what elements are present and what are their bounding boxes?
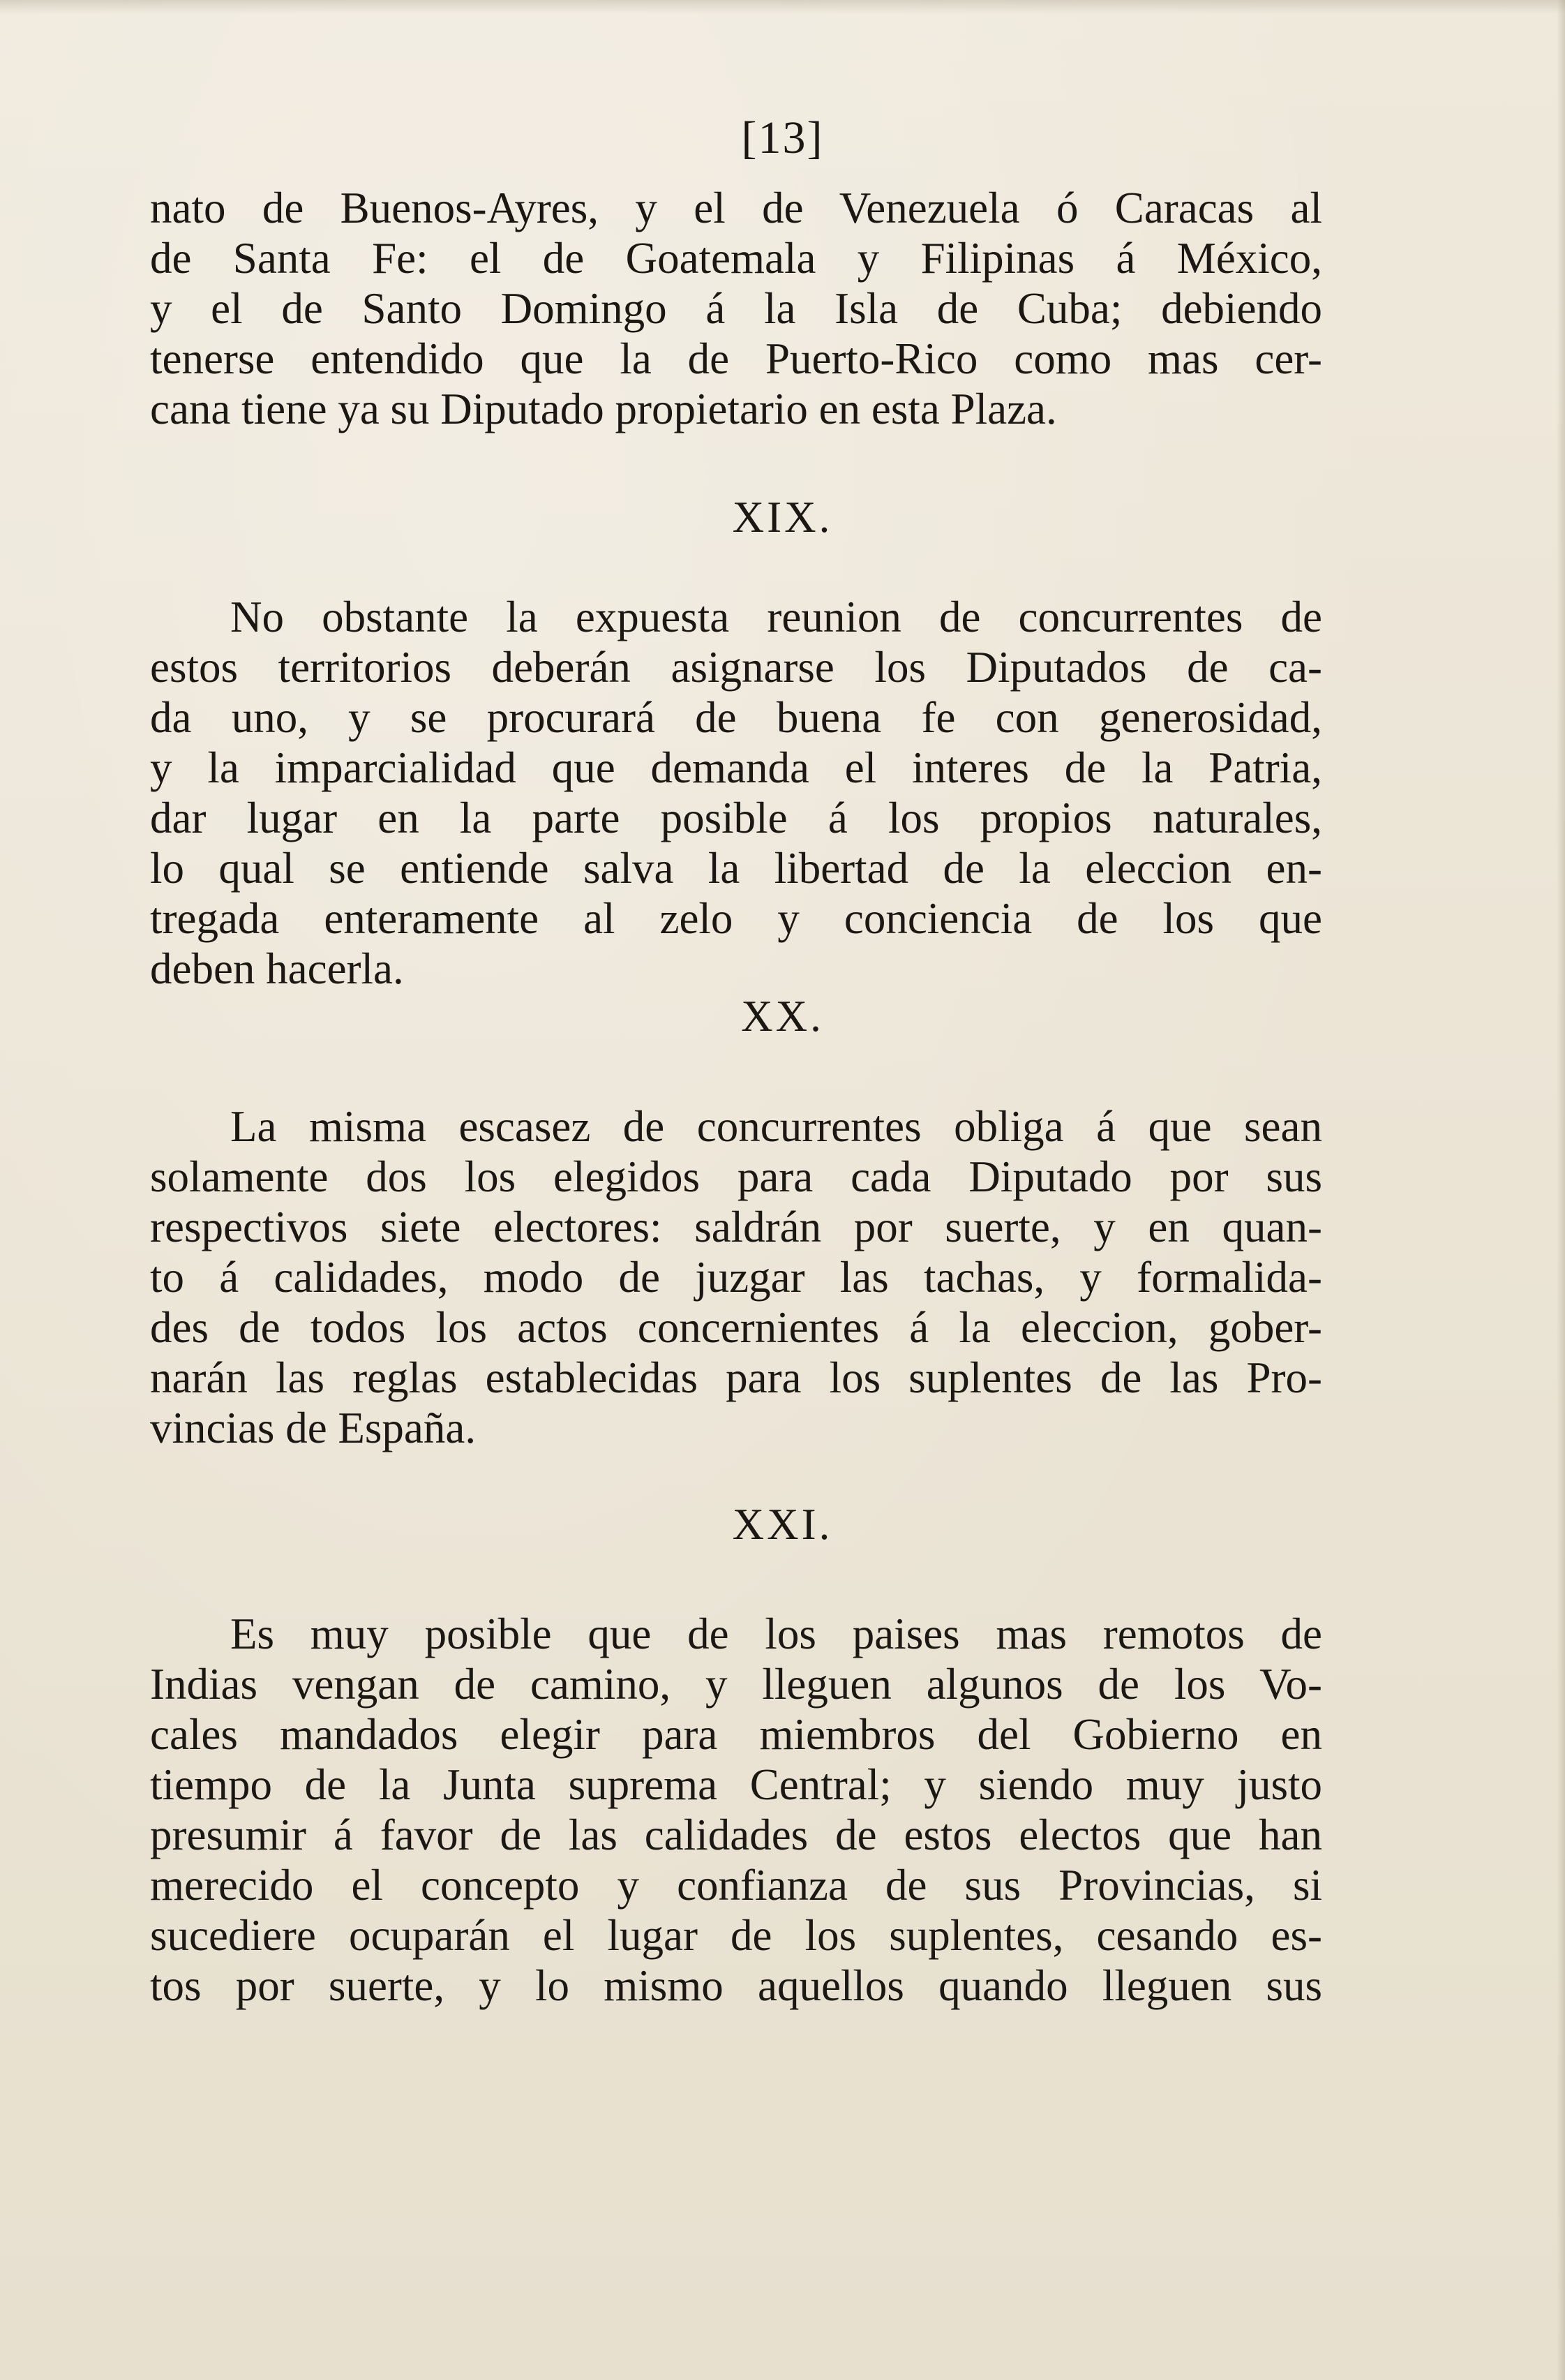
section-xxi-paragraph: [150, 1609, 1322, 2011]
text-line: sucediere ocuparán el lugar de los suplentes, cesando es-: [150, 1911, 1322, 1960]
text-line: tos por suerte, y lo mismo aquellos quando lleguen sus: [150, 1961, 1322, 2010]
text-line: to á calidades, modo de juzgar las tachas, y formalida-: [150, 1253, 1322, 1302]
section-xix-paragraph: [150, 592, 1322, 994]
text-line: deben hacerla.: [150, 944, 404, 993]
section-heading-xxi: XXI.: [732, 1500, 833, 1549]
text-line: da uno, y se procurará de buena fe con generosidad,: [150, 693, 1322, 742]
text-line: estos territorios deberán asignarse los Diputados de ca-: [150, 643, 1322, 692]
text-line: cana tiene ya su Diputado propietario en esta Plaza.: [150, 385, 1057, 433]
text-line: y el de Santo Domingo á la Isla de Cuba; debiendo: [150, 284, 1322, 333]
text-line: cales mandados elegir para miembros del Gobierno en: [150, 1710, 1322, 1759]
text-line: vincias de España.: [150, 1404, 477, 1452]
text-line: dar lugar en la parte posible á los propios naturales,: [150, 794, 1322, 842]
text-line: des de todos los actos concernientes á la eleccion, gober-: [150, 1303, 1322, 1352]
text-line: La misma escasez de concurrentes obliga á que sean: [230, 1102, 1322, 1151]
text-line: merecido el concepto y confianza de sus Provincias, si: [150, 1861, 1322, 1910]
page-number: [13]: [741, 112, 824, 163]
text-line: lo qual se entiende salva la libertad de la eleccion en-: [150, 844, 1322, 893]
text-line: No obstante la expuesta reunion de concurrentes de: [230, 593, 1322, 641]
section-xx-paragraph: [150, 1101, 1322, 1453]
text-line: de Santa Fe: el de Goatemala y Filipinas á México,: [150, 234, 1322, 283]
text-line: Indias vengan de camino, y lleguen algunos de los Vo-: [150, 1660, 1322, 1709]
text-line: y la imparcialidad que demanda el interes de la Patria,: [150, 743, 1322, 792]
text-line: solamente dos los elegidos para cada Diputado por sus: [150, 1152, 1322, 1201]
text-line: presumir á favor de las calidades de estos electos que han: [150, 1810, 1322, 1859]
text-line: tenerse entendido que la de Puerto-Rico como mas cer-: [150, 334, 1322, 383]
section-heading-xx: XX.: [741, 992, 824, 1041]
text-line: tregada enteramente al zelo y conciencia de los que: [150, 894, 1322, 943]
text-line: Es muy posible que de los paises mas remotos de: [230, 1609, 1322, 1658]
text-line: respectivos siete electores: saldrán por suerte, y en quan-: [150, 1203, 1322, 1251]
text-line: tiempo de la Junta suprema Central; y siendo muy justo: [150, 1760, 1322, 1809]
text-line: nato de Buenos-Ayres, y el de Venezuela ó Caracas al: [150, 184, 1322, 232]
continuation-paragraph: [150, 183, 1322, 434]
section-heading-xix: XIX.: [732, 493, 833, 542]
text-line: narán las reglas establecidas para los suplentes de las Pro-: [150, 1353, 1322, 1402]
